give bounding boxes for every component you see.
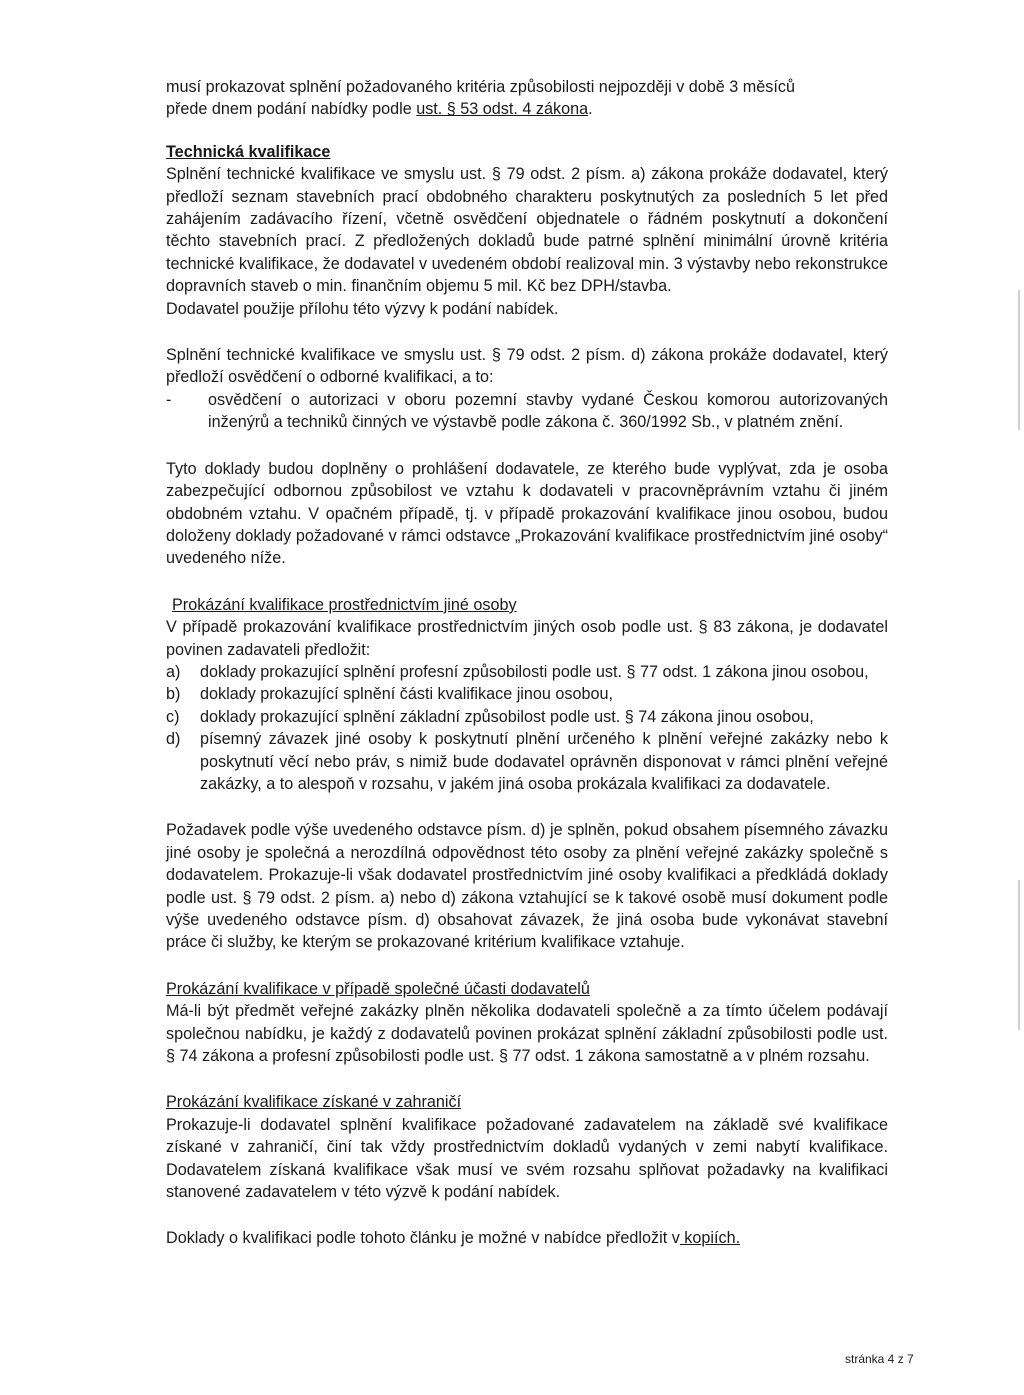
copies-paragraph: [166, 1227, 888, 1249]
list-item: [166, 661, 888, 683]
copies-text: Doklady o kvalifikaci podle tohoto článku je možné v nabídce předložit v: [166, 1229, 680, 1248]
technical-paragraph-3: Tyto doklady budou doplněny o prohlášení dodavatele, ze kterého bude vyplývat, zda je osoba zabezpečující odbornou způsobilost ve vztahu k dodavateli v pracovněprávním vztahu či jiném obdobném vztahu. V opačném případě, tj. v případě prokazování kvalifikace jinou osobou, budou doloženy doklady požadované v rámci odstavce „Prokazování kvalifikace prostřednictvím jiné osoby“ uvedeného níže.: [166, 459, 888, 568]
abroad-heading: Prokázání kvalifikace získané v zahraničí: [166, 1093, 462, 1112]
technical-paragraph-1-note: Dodavatel použije přílohu této výzvy k podání nabídek.: [166, 299, 559, 318]
document-page: [166, 76, 888, 1250]
list-item-text: doklady prokazující splnění části kvalifikace jinou osobou,: [200, 685, 614, 704]
list-marker: d): [166, 730, 181, 749]
intro-paragraph: musí prokazovat splnění požadovaného kritéria způsobilosti nejpozději v době 3 měsíců přede dnem podání nabídky podle ust. § 53 odst. 4 zákona.: [166, 78, 795, 119]
list-item-text: doklady prokazující splnění profesní způsobilosti podle ust. § 77 odst. 1 zákona jinou osobou,: [200, 662, 869, 681]
law-reference: ust. § 53 odst. 4 zákona: [416, 100, 589, 119]
copies-underlined: kopiích.: [679, 1229, 741, 1248]
technical-heading: Technická kvalifikace: [166, 142, 331, 161]
list-item: [166, 706, 888, 728]
intro-line1: musí prokazovat splnění požadovaného kritéria způsobilosti nejpozději v době 3 měsíců: [166, 78, 795, 96]
technical-paragraph-1: Splnění technické kvalifikace ve smyslu ust. § 79 odst. 2 písm. a) zákona prokáže dodavatel, který předloží seznam stavebních prací obdobného charakteru poskytnutých za posledních 5 let před zahájením zadávacího řízení, včetně osvědčení objednatele o řádném poskytnutí a dokončení těchto stavebních prací. Z předložených dokladů bude patrné splnění minimální úrovně kritéria technické kvalifikace, že dodavatel v uvedeném období realizoval min. 3 výstavby nebo rekonstrukce dopravních staveb o min. finančním objemu 5 mil. Kč bez DPH/stavba.: [166, 165, 888, 296]
list-item-text: doklady prokazující splnění základní způsobilost podle ust. § 74 zákona jinou osobou,: [200, 707, 814, 726]
abroad-paragraph: Prokazuje-li dodavatel splnění kvalifikace požadované zadavatelem na základě své kvalifikace získané v zahraničí, činí tak vždy prostřednictvím dokladů vydaných v zemi nabytí kvalifikace. Dodavatelem získaná kvalifikace však musí ve svém rozsahu splňovat požadavky na kvalifikaci stanovené zadavatelem v této výzvě k podání nabídek.: [166, 1115, 888, 1202]
list-item: [166, 683, 888, 705]
joint-heading: Prokázání kvalifikace v případě společné účasti dodavatelů: [166, 979, 590, 998]
other-person-heading: Prokázání kvalifikace prostřednictvím jiné osoby: [172, 595, 517, 614]
dash-item-text: osvědčení o autorizaci v oboru pozemní stavby vydané Českou komorou autorizovaných inženýrů a techniků činných ve výstavbě podle zákona č. 360/1992 Sb., v platném znění.: [208, 390, 888, 432]
dash-marker: -: [166, 390, 172, 409]
dash-list-item: [166, 389, 888, 434]
other-person-list: [166, 661, 888, 795]
other-person-intro: V případě prokazování kvalifikace prostřednictvím jiných osob podle ust. § 83 zákona, je dodavatel povinen zadavateli předložit:: [166, 618, 888, 659]
other-person-paragraph: Požadavek podle výše uvedeného odstavce písm. d) je splněn, pokud obsahem písemného závazku jiné osoby je společná a nerozdílná odpovědnost této osoby za plnění veřejné zakázky společně s dodavatelem. Prokazuje-li však dodavatel prostřednictvím jiné osoby kvalifikaci a předkládá doklady podle ust. § 79 odst. 2 písm. a) nebo d) zákona vztahující se k takové osobě musí dokument podle výše uvedeného odstavce písm. d) obsahovat závazek, že jiná osoba bude vykonávat stavební práce či služby, ke kterým se prokazované kritérium kvalifikace vztahuje.: [166, 821, 888, 952]
intro-line2-pre: přede dnem podání nabídky podle: [166, 100, 417, 119]
technical-paragraph-2: Splnění technické kvalifikace ve smyslu ust. § 79 odst. 2 písm. d) zákona prokáže dodavatel, který předloží osvědčení o odborné kvalifikaci, a to:: [166, 346, 888, 387]
list-marker: b): [166, 685, 181, 704]
joint-paragraph: Má-li být předmět veřejné zakázky plněn několika dodavateli společně a za tímto účelem podávají společnou nabídku, je každý z dodavatelů povinen prokázat splnění základní způsobilosti podle ust. § 74 zákona a profesní způsobilosti podle ust. § 77 odst. 1 zákona samostatně a v plném rozsahu.: [166, 1002, 888, 1066]
list-marker: a): [166, 662, 181, 681]
scan-edge-mark: [1018, 880, 1020, 1030]
list-marker: c): [166, 707, 180, 726]
scan-edge-mark: [1018, 290, 1020, 430]
list-item: [166, 728, 888, 795]
page-number: stránka 4 z 7: [845, 1352, 914, 1366]
list-item-text: písemný závazek jiné osoby k poskytnutí plnění určeného k plnění veřejné zakázky nebo k poskytnutí věcí nebo práv, s nimiž bude dodavatel oprávněn disponovat v rámci plnění veřejné zakázky, a to alespoň v rozsahu, v jakém jiná osoba prokázala kvalifikaci za dodavatele.: [200, 730, 888, 793]
